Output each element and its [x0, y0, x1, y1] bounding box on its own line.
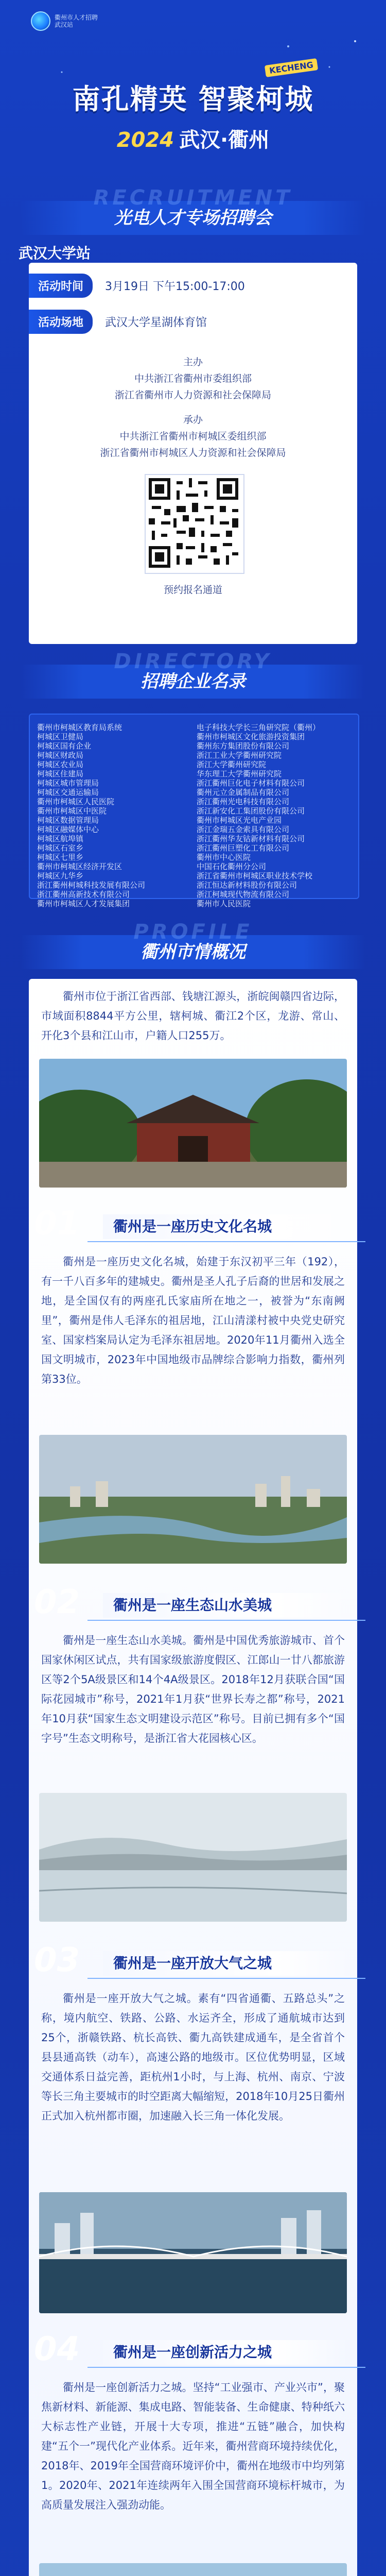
company-item: 柯城区七里乡: [37, 853, 84, 862]
company-item: 柯城区航埠镇: [37, 834, 84, 843]
qr-caption: 预约报名通道: [163, 584, 222, 596]
company-item: 柯城区数据管理局: [37, 816, 99, 825]
company-item: 浙江衢州高新技术有限公司: [37, 890, 130, 899]
overview-item-4-number: 04: [34, 2330, 80, 2368]
registration-qr-code[interactable]: [145, 474, 244, 574]
company-item: 衢州市柯城区经济开发区: [37, 862, 122, 871]
section-ghost-overview: PROFILE: [133, 920, 253, 944]
company-item: 浙江恒达新材料股份有限公司: [197, 880, 297, 890]
company-item: 浙江省衢州市柯城区职业技术学校: [197, 871, 313, 880]
time-value: 3月19日 下午15:00-17:00: [105, 280, 245, 293]
company-item: 柯城区卫健局: [37, 732, 84, 741]
company-item: 浙江新安化工集团股份有限公司: [197, 806, 305, 816]
company-directory: [29, 714, 359, 908]
overview-item-2-title: 衢州是一座生态山水美城: [103, 1593, 350, 1618]
company-item: 柯城区石室乡: [37, 843, 84, 853]
company-list-right: [197, 723, 351, 908]
overview-item-3-header: [21, 1940, 365, 1981]
company-item: 浙江衢州巨化电子材料有限公司: [197, 778, 305, 788]
company-item: 浙江金瑞五金索具有限公司: [197, 825, 290, 834]
company-item: 衢州市柯城区人才发展集团: [37, 899, 130, 908]
place-label: 活动场地: [29, 310, 93, 334]
header-logo: [31, 11, 98, 31]
company-list-left: [37, 723, 191, 908]
company-item: 电子科技大学长三角研究院（衢州）: [197, 723, 321, 732]
hero-city: 武汉·衢州: [179, 128, 270, 152]
host-label: 主办: [183, 357, 203, 368]
company-item: 柯城区九华乡: [37, 871, 84, 880]
company-item: 华东理工大学衢州研究院: [197, 769, 282, 778]
section-title-overview: PROFILE 衢州市情概况: [21, 935, 365, 969]
company-item: 衢州市柯城区教育局系统: [37, 723, 122, 732]
overview-item-3-number: 03: [34, 1941, 80, 1979]
logo-text-1: 衢州市人才招聘: [55, 14, 98, 21]
photo-city-aerial: [39, 1435, 347, 1564]
hero-tag: KECHENG: [265, 58, 318, 77]
section-ghost-fair: RECRUITMENT: [93, 186, 293, 210]
hero-year: 2024: [116, 128, 174, 152]
company-item: 衢州市柯城区中医院: [37, 806, 107, 816]
company-item: 浙江衢州华友钴新材料有限公司: [197, 834, 305, 843]
hero-title: 南孔精英 智聚柯城: [72, 83, 314, 115]
station-name: 武汉大学站: [19, 245, 91, 262]
overview-item-4-title: 衢州是一座创新活力之城: [103, 2340, 350, 2365]
overview-item-1-title: 衢州是一座历史文化名城: [103, 1214, 350, 1239]
host-1: 中共浙江省衢州市委组织部: [134, 373, 252, 384]
organizer-label: 承办: [183, 414, 203, 426]
photo-ancient-gate: [39, 1059, 347, 1188]
logo-text-2: 武汉站: [55, 21, 74, 28]
overview-item-1-number: 01: [34, 1205, 80, 1243]
company-item: 浙江工业大学衢州研究院: [197, 751, 282, 760]
company-item: 衢州东方集团股份有限公司: [197, 741, 290, 751]
company-item: 衢州市人民医院: [197, 899, 251, 908]
organizer-2: 浙江省衢州市柯城区人力资源和社会保障局: [100, 447, 286, 459]
host-2: 浙江省衢州市人力资源和社会保障局: [114, 389, 271, 401]
section-title-fair: RECRUITMENT 光电人才专场招聘会: [21, 201, 365, 235]
photo-city-park: [39, 2563, 347, 2576]
overview-item-2-text: 衢州是一座生态山水美城。衢州是中国优秀旅游城市、首个国家休闲区试点，共有国家级旅游度假区、江郎山一廿八都旅游区等2个5A级景区和14个4A级景区。2018年12月获联合国“国际花园城市”称号，2021年1月获“世界长寿之都”称号，2021年10月获“国家生态文明建设示范区”称号。目前已拥有多个“国字号”生态文明称号，是浙江省大花园核心区。: [41, 1634, 345, 1744]
section-ghost-companies: DIRECTORY: [114, 650, 272, 673]
overview-item-2-number: 02: [34, 1583, 80, 1621]
place-row: [29, 306, 357, 337]
company-item: 浙江大学衢州研究院: [197, 760, 267, 769]
company-item: 柯城区城市管理局: [37, 778, 99, 788]
company-item: 柯城区融媒体中心: [37, 825, 99, 834]
company-item: 柯城区国有企业: [37, 741, 92, 751]
company-item: 柯城区农业局: [37, 760, 84, 769]
photo-bridge-night: [39, 2192, 347, 2313]
fair-info-card: [29, 263, 357, 644]
overview-item-1-header: [21, 1203, 365, 1244]
photo-misty-lake: [39, 1793, 347, 1922]
company-item: 柯城区财政局: [37, 751, 84, 760]
overview-intro: 衢州市位于浙江省西部、钱塘江源头，浙皖闽赣四省边际，市域面积8844平方公里，辖柯城、衢江2个区，龙游、常山、开化3个县和江山市，户籍人口255万。: [41, 990, 345, 1042]
company-item: 浙江柯城现代物流有限公司: [197, 890, 290, 899]
company-item: 柯城区住建局: [37, 769, 84, 778]
time-label: 活动时间: [29, 274, 93, 298]
time-row: [29, 270, 357, 301]
overview-item-1-text: 衢州是一座历史文化名城，始建于东汉初平三年（192），有一千八百多年的建城史。衢州是圣人孔子后裔的世居和发展之地，是全国仅有的两座孔氏家庙所在地之一，被誉为“东南阙里”，衢州是伟人毛泽东的祖居地，江山清漾村被中央党史研究室、国家档案局认定为毛泽东祖居地。2020年11月衢州入选全国文明城市，2023年中国地级市品牌综合影响力指数，衢州列第33位。: [41, 1256, 345, 1385]
company-item: 衢州市柯城区文化旅游投资集团: [197, 732, 305, 741]
organizer-1: 中共浙江省衢州市柯城区委组织部: [119, 431, 267, 442]
company-item: 衢州元立金属制品有限公司: [197, 788, 290, 797]
city-logo-icon: [31, 11, 50, 31]
section-title-companies: DIRECTORY 招聘企业名录: [21, 665, 365, 699]
overview-item-4-header: [21, 2329, 365, 2370]
overview-item-3-title: 衢州是一座开放大气之城: [103, 1951, 350, 1976]
company-item: 衢州市柯城区人民医院: [37, 797, 115, 806]
place-value: 武汉大学星湖体育馆: [105, 316, 207, 329]
company-item: 衢州市柯城区光电产业园: [197, 816, 282, 825]
qr-code-icon: [146, 475, 241, 571]
hero-subtitle: [0, 124, 386, 153]
company-item: 浙江衢州巨塑化工有限公司: [197, 843, 290, 853]
company-item: 柯城区交通运输局: [37, 788, 99, 797]
company-item: 衢州市中心医院: [197, 853, 251, 862]
overview-item-2-header: [21, 1582, 365, 1623]
overview-item-3-text: 衢州是一座开放大气之城。素有“四省通衢、五路总头”之称，境内航空、铁路、公路、水运齐全，形成了通航城市达到25个，浙赣铁路、杭长高铁、衢九高铁建成通车，是全省首个县县通高铁（动车），高速公路的地级市。区位优势明显，区域交通体系日益完善，距杭州1小时，与上海、杭州、南京、宁波等长三角主要城市的时空距离大幅缩短，2018年10月25日衢州正式加入杭州都市圈，加速融入长三角一体化发展。: [41, 1992, 345, 2122]
company-item: 中国石化衢州分公司: [197, 862, 267, 871]
company-item: 浙江衢州光电科技有限公司: [197, 797, 290, 806]
overview-item-4-text: 衢州是一座创新活力之城。坚持“工业强市、产业兴市”，聚焦新材料、新能源、集成电路、智能装备、生命健康、特种纸六大标志性产业链，开展十大专项，推进“五链”融合，加快构建“五个一”现代化产业体系。近年来，衢州营商环境持续优化，2018年、2019年全国营商环境评价中，衢州在地级市中均列第1。2020年、2021年连续两年入围全国营商环境标杆城市，为高质量发展注入强劲动能。: [41, 2381, 345, 2511]
company-item: 浙江衢州柯城科技发展有限公司: [37, 880, 146, 890]
